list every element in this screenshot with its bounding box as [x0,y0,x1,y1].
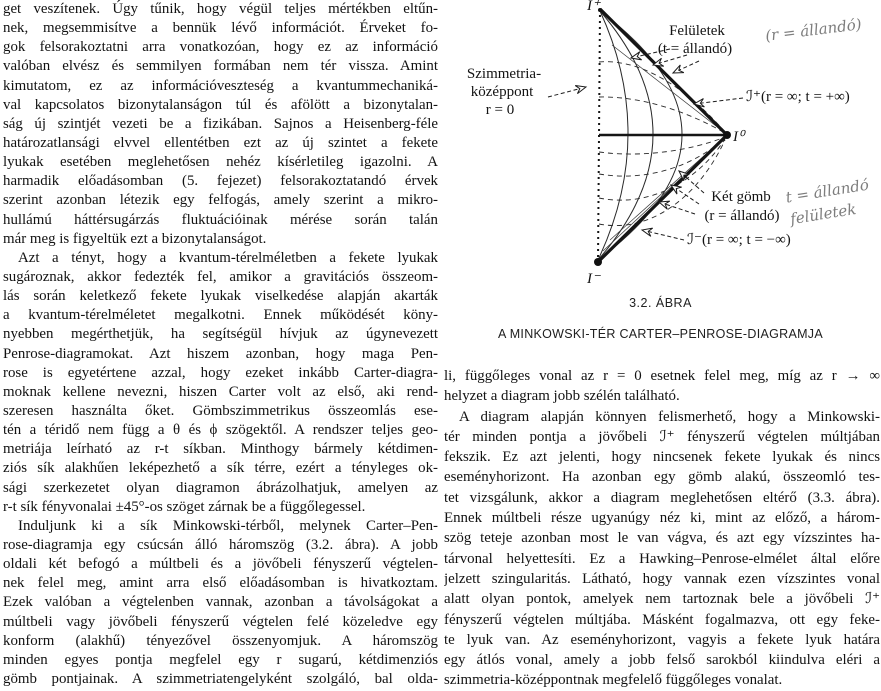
text-line: harmadik előadásomban (5. fejezet) felsorakoztatandó érvek [3,173,438,190]
text-line: szeresen használta őket. Gömbszimmetrikus összeomlás ese- [3,402,438,419]
text-line: Penrose-diagramokat. Azt hiszem azonban, hogy maga Pen- [3,345,438,362]
surfaces-label-line1: Felületek [669,23,725,39]
text-line: egy átlós vonal, amely a jobb felső sarokból kiindulva eléri a [444,652,880,669]
text-line: Azt a tényt, hogy a kvantum-térelméletben a fekete lyukak [18,249,438,266]
text-line: gok felsorakoztatni arra vonatkozóan, hogy ez az információ [3,39,438,56]
text-line: nek, megsemmisítve a bennük lévő információt. Érveket fo- [3,20,438,37]
text-line: lás során keletkező fekete lyukak viselkedése alapján akarták [3,288,438,305]
surfaces-label-line2: (t = állandó) [657,41,733,57]
left-column [3,0,438,689]
text-line: r-t sík fényvonalai ±45°-os szöget zárnak be a függőlegessel. [3,498,366,515]
text-line: fekszik. Ez azt jelenti, hogy nincsenek fekete lyukak és nincs [444,449,880,466]
text-line: fényszerű végtelen múltjába. Másként fogalmazva, ott egy feke- [444,611,880,628]
text-line: oldali két befogó a múltbeli és a jövőbeli fényszerű végtelen- [3,556,438,573]
text-line: sági szerkezetet olyan diagramon ábrázolhatjuk, amelyen az [3,479,438,496]
text-line: get veszítenek. Úgy tűnik, hogy végül teljes mértékben eltűn- [3,1,438,17]
text-line: rose-diagramja egy csúcsán álló háromszög (3.2. ábra). A jobb [3,536,438,553]
figure-caption-number: 3.2. ÁBRA [629,296,692,310]
text-line: konform (alakhű) tényezővel összenyomjuk. A háromszög [3,632,438,649]
text-line: lyukak esetében meglehetősen nehéz kísérletileg igazolni. A [3,154,438,171]
text-line: gömb pontjainak. A szimmetriatengelyként szolgáló, bal olda- [3,670,438,687]
text-line: val kapcsolatos bizonytalanságon túl és afölött a bizonytalan- [3,96,438,113]
figure-3-2 [440,0,881,364]
vertex-label-spatial-infinity: I⁰ [733,129,745,145]
text-line: te lyuk van. Az eseményhorizont, vagyis a fekete lyuk határa [444,631,880,648]
handwritten-note-top: (r = állandó) [764,15,863,45]
two-spheres-label-line1: Két gömb [711,189,771,205]
text-line: tén a téridő nem függ a θ és ϕ szögektől. A rendszer teljes geo- [3,422,438,439]
vertex-dot-past-timelike-infinity [594,258,602,266]
vertex-label-future-timelike-infinity: I⁺ [587,0,600,14]
symmetry-label-line1: Szimmetria- [466,66,542,82]
text-line: ság új szintjét vezeti be a fizikában. Sajnos a Heisenberg-féle [3,115,438,132]
handwritten-note-side-line2: felületek [788,199,858,229]
text-line: szimmetria-középpontnak megfelelő függőleges vonalat. [444,672,783,689]
vertex-dot-spatial-infinity [723,131,731,139]
figure-caption-title: A MINKOWSKI-TÉR CARTER–PENROSE-DIAGRAMJA [497,327,823,341]
text-line: Induljunk ki a sík Minkowski-térből, melynek Carter–Pen- [18,517,438,534]
text-line: minden egyes pontja megfelel egy r sugarú, kétdimenziós [3,651,438,668]
text-line: ziós sík alakhűen leképezhető a sík térre, ezért a tényleges ok- [3,460,438,477]
text-line: hullámú háttérsugárzás fluktuációinak mérése során talán [3,211,438,228]
text-line: határozatlansági elvvel ellentétben ezt az új szintet a fekete [3,134,438,151]
text-line: eseményhorizont. Ha azonban egy gömb alakú, összeomló tes- [444,469,880,486]
scri-plus-label: ℐ⁺(r = ∞; t = +∞) [746,89,850,105]
text-line: szög teteje azonban most le van vágva, és azt egy vízszintes ha- [444,530,880,547]
text-line: nyebben megérthetjük, ha segítségül hívjuk az úgynevezett [3,326,438,343]
text-line: moknak kellene nevezni, hiszen Carter volt az első, aki rend- [3,383,438,400]
text-line: kimutatom, ez az információveszteség a kvantummechaniká- [3,77,438,94]
handwritten-note-side-line1: t = állandó [784,175,871,207]
symmetry-label-line3: r = 0 [485,102,515,118]
text-line: tárvonal helyettesíti. Ez a Hawking–Penrose-elmélet által előre [444,550,880,567]
text-line: valóban elvész és semmilyen formában nem tér vissza. Amint [3,58,438,75]
text-line: már meg is figyeltük ezt a bizonytalanságot. [3,230,267,247]
text-line: Ezek valóban a végtelenben vannak, azonban a távolságokat a [3,594,438,611]
text-line: rose is egyetértene azzal, hogy ezeket inkább Carter-diagra- [3,364,438,381]
penrose-diagram [440,0,881,292]
text-line: nek felel meg, amint arra első előadásomban is hivatkoztam. [3,575,438,592]
text-line: metriája leírható az r-t síkban. Minthogy bármely kétdimen- [3,441,438,458]
text-line: a kvantum-térelméletet megalkotni. Ennek működését köny- [3,307,438,324]
text-line: helyzet a diagram jobb szélén található. [444,388,680,405]
text-line: A diagram alapján könnyen felismerhető, hogy a Minkowski- [459,408,880,425]
text-line: tér minden pontja a jövőbeli ℐ⁺ fényszerű végtelen múltjában [444,428,880,445]
text-line: múltbeli vagy jövőbeli fényszerű végtelen felé közeledve egy [3,613,438,630]
vertex-label-past-timelike-infinity: I⁻ [587,271,600,287]
text-line: tet vizsgálunk, akkor a diagram meglehetősen eltérő (3.3. ábra). [444,489,880,506]
text-line: szerint azonban létezik egy felfogás, amely szerint a mikro- [3,192,438,209]
text-line: Ennek múltbeli része ugyanúgy néz ki, mint az előző, a három- [444,510,880,527]
two-spheres-label-line2: (r = állandó) [704,208,780,224]
text-line: li, függőleges vonal az r = 0 esetnek felel meg, míg az r → ∞ [444,368,880,384]
right-column [444,366,880,691]
scri-minus-label: ℐ⁻(r = ∞; t = −∞) [687,232,791,248]
text-line: jelzett szingularitás. Látható, hogy vannak ezen vízszintes vonal [444,570,880,587]
symmetry-label-line2: középpont [470,84,534,100]
text-line: sugároznak, akkor fedezték fel, amikor a gravitációs összeom- [3,268,438,285]
text-line: alatt olyan pontok, amelyek nem tartoznak bele a jövőbeli ℐ⁺ [444,591,880,608]
